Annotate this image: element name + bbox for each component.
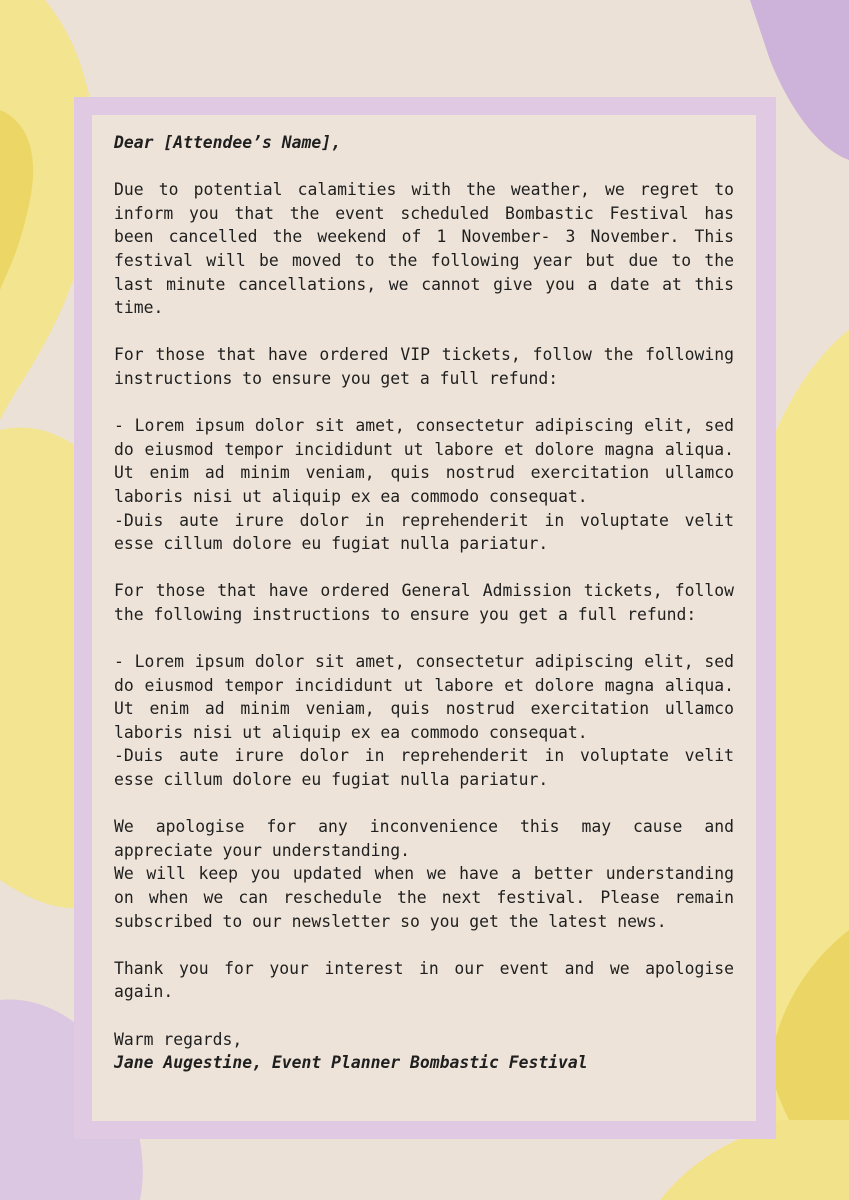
closing: Warm regards, (114, 1029, 243, 1049)
update-paragraph: We will keep you updated when we have a better understanding on when we can reschedule the next festival. Please remain subscribed to our newsletter so you get the latest news. (114, 864, 734, 931)
greeting: Dear [Attendee’s Name], (114, 133, 341, 152)
intro-paragraph: Due to potential calamities with the weather, we regret to inform you that the event scheduled Bombastic Festival has been cancelled the weekend of 1 November- 3 November. This festival will be moved to the following year but due to the last minute cancellations, we cannot give you a date at this time. (114, 180, 734, 318)
vip-instructions-heading: For those that have ordered VIP tickets, follow the following instructions to ensure you get a full refund: (114, 345, 734, 388)
apology-paragraph: We apologise for any inconvenience this may cause and appreciate your understanding. (114, 817, 734, 860)
letter-body (114, 131, 734, 1075)
ga-instruction-item: - Lorem ipsum dolor sit amet, consectetur adipiscing elit, sed do eiusmod tempor incididunt ut labore et dolore magna aliqua. Ut enim ad minim veniam, quis nostrud exercitation ullamco laboris nisi ut aliquip ex ea commodo consequat. (114, 652, 734, 742)
vip-instruction-item: - Lorem ipsum dolor sit amet, consectetur adipiscing elit, sed do eiusmod tempor incididunt ut labore et dolore magna aliqua. Ut enim ad minim veniam, quis nostrud exercitation ullamco laboris nisi ut aliquip ex ea commodo consequat. (114, 416, 734, 506)
thanks-paragraph: Thank you for your interest in our event and we apologise again. (114, 958, 734, 1002)
signature: Jane Augestine, Event Planner Bombastic Festival (114, 1053, 588, 1073)
ga-instruction-item: -Duis aute irure dolor in reprehenderit in voluptate velit esse cillum dolore eu fugiat nulla pariatur. (114, 746, 734, 790)
vip-instruction-item: -Duis aute irure dolor in reprehenderit in voluptate velit esse cillum dolore eu fugiat nulla pariatur. (114, 510, 734, 554)
ga-instructions-heading: For those that have ordered General Admission tickets, follow the following instructions to ensure you get a full refund: (114, 581, 734, 624)
